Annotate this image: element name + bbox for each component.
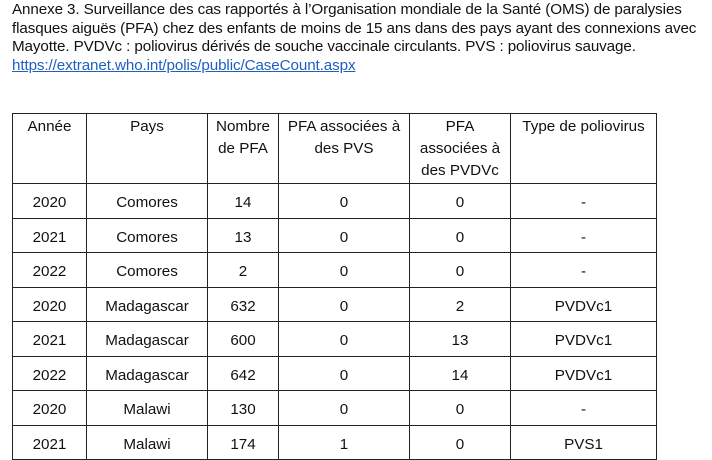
cell-annee: 2021	[13, 218, 87, 253]
header-type-poliovirus: Type de poliovirus	[511, 114, 657, 184]
cell-nombre-pfa: 600	[208, 322, 279, 357]
cell-pfa-pvs: 0	[279, 356, 410, 391]
table-row	[13, 253, 657, 288]
cell-pfa-pvdvc: 0	[410, 218, 511, 253]
table-header-row	[13, 114, 657, 184]
table-row	[13, 425, 657, 460]
table-row	[13, 218, 657, 253]
cell-type-poliovirus: -	[511, 184, 657, 219]
cell-pfa-pvs: 1	[279, 425, 410, 460]
annex-label: Annexe 3.	[12, 1, 80, 18]
table-row	[13, 356, 657, 391]
annex-description: Surveillance des cas rapportés à l’Organisation mondiale de la Santé (OMS) de paralysies flasques aiguës (PFA) chez des enfants de moins de 15 ans dans des pays ayant des connexions avec Mayotte. PVDVc : poliovirus dérivés de souche vaccinale circulants. PVS : poliovirus sauvage.	[12, 1, 697, 55]
cell-pays: Malawi	[87, 391, 208, 426]
cell-pays: Madagascar	[87, 322, 208, 357]
cell-pfa-pvs: 0	[279, 287, 410, 322]
cell-pfa-pvdvc: 0	[410, 391, 511, 426]
cell-pays: Comores	[87, 184, 208, 219]
afp-surveillance-table	[12, 113, 657, 460]
cell-type-poliovirus: -	[511, 253, 657, 288]
cell-pfa-pvs: 0	[279, 391, 410, 426]
cell-nombre-pfa: 632	[208, 287, 279, 322]
cell-pfa-pvdvc: 14	[410, 356, 511, 391]
cell-pfa-pvdvc: 13	[410, 322, 511, 357]
cell-annee: 2021	[13, 322, 87, 357]
cell-type-poliovirus: -	[511, 218, 657, 253]
header-pfa-pvs: PFA associées à des PVS	[279, 114, 410, 184]
cell-pfa-pvs: 0	[279, 322, 410, 357]
cell-annee: 2022	[13, 356, 87, 391]
cell-pfa-pvdvc: 2	[410, 287, 511, 322]
cell-pfa-pvdvc: 0	[410, 425, 511, 460]
cell-type-poliovirus: -	[511, 391, 657, 426]
cell-pfa-pvs: 0	[279, 218, 410, 253]
cell-pays: Comores	[87, 253, 208, 288]
cell-pfa-pvdvc: 0	[410, 253, 511, 288]
table-row	[13, 322, 657, 357]
cell-pays: Madagascar	[87, 287, 208, 322]
cell-pays: Madagascar	[87, 356, 208, 391]
table-row	[13, 287, 657, 322]
cell-type-poliovirus: PVDVc1	[511, 356, 657, 391]
cell-type-poliovirus: PVS1	[511, 425, 657, 460]
cell-pfa-pvs: 0	[279, 184, 410, 219]
cell-annee: 2020	[13, 287, 87, 322]
cell-annee: 2022	[13, 253, 87, 288]
cell-nombre-pfa: 130	[208, 391, 279, 426]
cell-pfa-pvs: 0	[279, 253, 410, 288]
cell-annee: 2021	[13, 425, 87, 460]
table-row	[13, 184, 657, 219]
cell-nombre-pfa: 642	[208, 356, 279, 391]
header-pays: Pays	[87, 114, 208, 184]
annex-caption	[12, 1, 708, 75]
header-annee: Année	[13, 114, 87, 184]
header-pfa-pvdvc: PFA associées à des PVDVc	[410, 114, 511, 184]
cell-type-poliovirus: PVDVc1	[511, 322, 657, 357]
cell-type-poliovirus: PVDVc1	[511, 287, 657, 322]
cell-nombre-pfa: 14	[208, 184, 279, 219]
table-row	[13, 391, 657, 426]
cell-pfa-pvdvc: 0	[410, 184, 511, 219]
cell-nombre-pfa: 2	[208, 253, 279, 288]
cell-annee: 2020	[13, 391, 87, 426]
who-casecount-link[interactable]: https://extranet.who.int/polis/public/CaseCount.aspx	[12, 56, 356, 74]
header-nombre-pfa: Nombre de PFA	[208, 114, 279, 184]
cell-pays: Comores	[87, 218, 208, 253]
cell-nombre-pfa: 13	[208, 218, 279, 253]
cell-pays: Malawi	[87, 425, 208, 460]
cell-nombre-pfa: 174	[208, 425, 279, 460]
cell-annee: 2020	[13, 184, 87, 219]
